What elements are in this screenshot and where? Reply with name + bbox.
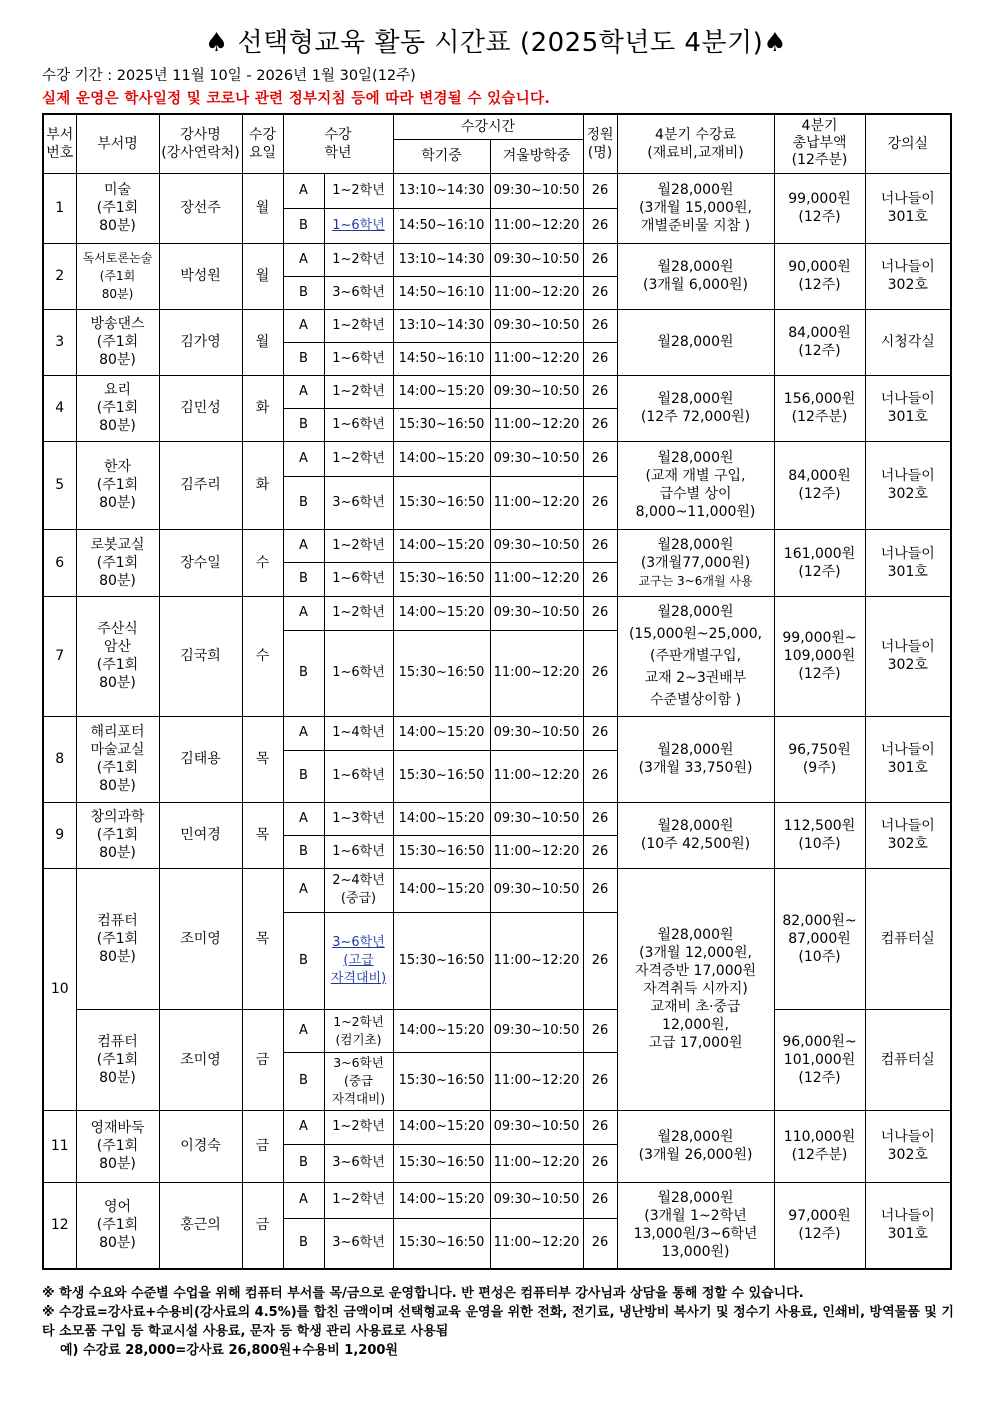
total-payment: 156,000원 (12주분) — [774, 375, 865, 441]
winter-time: 11:00~12:20 — [490, 276, 583, 309]
grade-range: 1~2학년 — [324, 173, 393, 208]
capacity: 26 — [583, 1144, 617, 1182]
table-row — [43, 309, 951, 342]
section-label: A — [283, 1182, 324, 1218]
dept-number: 11 — [43, 1110, 76, 1182]
semester-time: 14:50~16:10 — [393, 276, 490, 309]
semester-time: 14:00~15:20 — [393, 441, 490, 476]
dept-number: 3 — [43, 309, 76, 375]
total-payment: 96,750원 (9주) — [774, 716, 865, 802]
grade-range: 1~6학년 — [324, 208, 393, 243]
capacity: 26 — [583, 596, 617, 630]
semester-time: 14:00~15:20 — [393, 1009, 490, 1052]
semester-time: 15:30~16:50 — [393, 476, 490, 529]
dept-number: 2 — [43, 243, 76, 309]
dept-name: 영어 (주1회 80분) — [76, 1182, 159, 1269]
footnote-example: 예) 수강료 28,000=강사료 26,800원+수용비 1,200원 — [60, 1343, 398, 1358]
header-day: 수강 요일 — [242, 114, 283, 173]
class-day: 금 — [242, 1009, 283, 1110]
semester-time: 13:10~14:30 — [393, 309, 490, 342]
section-label: A — [283, 375, 324, 408]
dept-number: 10 — [43, 868, 76, 1110]
instructor-name: 홍근의 — [159, 1182, 242, 1269]
winter-time: 11:00~12:20 — [490, 1218, 583, 1269]
instructor-name: 박성원 — [159, 243, 242, 309]
dept-number: 12 — [43, 1182, 76, 1269]
section-label: A — [283, 309, 324, 342]
capacity: 26 — [583, 529, 617, 562]
grade-range: 1~2학년 — [324, 596, 393, 630]
winter-time: 11:00~12:20 — [490, 208, 583, 243]
winter-time: 11:00~12:20 — [490, 342, 583, 375]
capacity: 26 — [583, 441, 617, 476]
semester-time: 14:00~15:20 — [393, 529, 490, 562]
table-row — [43, 441, 951, 476]
quarter-fee — [617, 173, 774, 243]
quarter-fee-text: 월28,000원 (3개월 26,000원) — [638, 1129, 753, 1163]
table-row — [43, 802, 951, 835]
winter-time: 11:00~12:20 — [490, 912, 583, 1009]
dept-number: 8 — [43, 716, 76, 802]
classroom: 너나들이 302호 — [865, 441, 951, 529]
instructor-name: 조미영 — [159, 868, 242, 1009]
grade-range: 1~4학년 — [324, 716, 393, 750]
dept-number: 9 — [43, 802, 76, 868]
quarter-fee-text: 월28,000원 (3개월 33,750원) — [638, 742, 753, 776]
semester-time: 14:00~15:20 — [393, 802, 490, 835]
instructor-name: 장선주 — [159, 173, 242, 243]
quarter-fee — [617, 375, 774, 441]
winter-time: 09:30~10:50 — [490, 529, 583, 562]
quarter-fee — [617, 441, 774, 529]
grade-range: 1~2학년 — [324, 375, 393, 408]
quarter-fee — [617, 1110, 774, 1182]
header-winter: 겨울방학중 — [490, 139, 583, 173]
classroom: 컴퓨터실 — [865, 868, 951, 1009]
capacity: 26 — [583, 750, 617, 802]
semester-time: 13:10~14:30 — [393, 243, 490, 276]
grade-range: 3~6학년 (고급 자격대비) — [324, 912, 393, 1009]
instructor-name: 김태용 — [159, 716, 242, 802]
dept-number: 1 — [43, 173, 76, 243]
semester-time: 15:30~16:50 — [393, 408, 490, 441]
classroom: 너나들이 301호 — [865, 716, 951, 802]
class-day: 월 — [242, 173, 283, 243]
table-row — [43, 1182, 951, 1218]
grade-range: 3~6학년 — [324, 1144, 393, 1182]
quarter-fee-text: 월28,000원 (3개월 15,000원, 개별준비물 지참 ) — [639, 182, 752, 234]
class-day: 화 — [242, 441, 283, 529]
grade-range: 1~2학년 — [324, 441, 393, 476]
section-label: B — [283, 750, 324, 802]
section-label: A — [283, 441, 324, 476]
semester-time: 13:10~14:30 — [393, 173, 490, 208]
section-label: A — [283, 802, 324, 835]
classroom: 너나들이 301호 — [865, 1182, 951, 1269]
capacity: 26 — [583, 276, 617, 309]
classroom: 컴퓨터실 — [865, 1009, 951, 1110]
semester-time: 14:50~16:10 — [393, 208, 490, 243]
section-label: A — [283, 1009, 324, 1052]
grade-range: 3~6학년 — [324, 276, 393, 309]
grade-range: 1~2학년 (컴기초) — [324, 1009, 393, 1052]
instructor-name: 김주리 — [159, 441, 242, 529]
grade-range: 1~2학년 — [324, 243, 393, 276]
section-label: B — [283, 1144, 324, 1182]
table-row — [43, 596, 951, 630]
semester-time: 14:00~15:20 — [393, 1182, 490, 1218]
capacity: 26 — [583, 716, 617, 750]
table-row — [43, 1110, 951, 1144]
table-row — [43, 173, 951, 208]
dept-name: 방송댄스 (주1회 80분) — [76, 309, 159, 375]
winter-time: 11:00~12:20 — [490, 1052, 583, 1110]
dept-name: 해리포터 마술교실 (주1회 80분) — [76, 716, 159, 802]
capacity: 26 — [583, 243, 617, 276]
dept-number: 5 — [43, 441, 76, 529]
grade-range: 2~4학년 (중급) — [324, 868, 393, 912]
quarter-fee-text: 월28,000원 — [657, 334, 734, 350]
winter-time: 09:30~10:50 — [490, 716, 583, 750]
instructor-name: 민여경 — [159, 802, 242, 868]
quarter-fee — [617, 309, 774, 375]
section-label: A — [283, 173, 324, 208]
header-room: 강의실 — [865, 114, 951, 173]
winter-time: 09:30~10:50 — [490, 1009, 583, 1052]
quarter-fee — [617, 529, 774, 596]
instructor-name: 장수일 — [159, 529, 242, 596]
winter-time: 09:30~10:50 — [490, 868, 583, 912]
grade-range: 1~2학년 — [324, 529, 393, 562]
classroom: 너나들이 302호 — [865, 243, 951, 309]
capacity: 26 — [583, 1182, 617, 1218]
dept-name: 요리 (주1회 80분) — [76, 375, 159, 441]
total-payment: 96,000원~ 101,000원 (12주) — [774, 1009, 865, 1110]
quarter-fee-text: 월28,000원 (10주 42,500원) — [640, 818, 751, 852]
classroom: 너나들이 302호 — [865, 802, 951, 868]
quarter-fee — [617, 1182, 774, 1269]
dept-name: 독서토론논술 (주1회 80분) — [76, 243, 159, 309]
dept-name: 로봇교실 (주1회 80분) — [76, 529, 159, 596]
quarter-fee-text: 월28,000원 (3개월 1~2학년 13,000원/3~6학년 13,000원) — [633, 1190, 758, 1261]
dept-name: 미술 (주1회 80분) — [76, 173, 159, 243]
header-fee: 4분기 수강료 (재료비,교재비) — [617, 114, 774, 173]
header-total: 4분기 총납부액 (12주분) — [774, 114, 865, 173]
winter-time: 09:30~10:50 — [490, 375, 583, 408]
table-row — [43, 868, 951, 912]
semester-time: 15:30~16:50 — [393, 1144, 490, 1182]
capacity: 26 — [583, 630, 617, 716]
classroom: 너나들이 302호 — [865, 1110, 951, 1182]
grade-range: 1~2학년 — [324, 1110, 393, 1144]
total-payment: 84,000원 (12주) — [774, 309, 865, 375]
quarter-fee-text: 월28,000원 (3개월77,000원) — [640, 536, 751, 571]
capacity: 26 — [583, 375, 617, 408]
capacity: 26 — [583, 1009, 617, 1052]
grade-range: 1~2학년 — [324, 309, 393, 342]
total-payment: 84,000원 (12주) — [774, 441, 865, 529]
class-day: 월 — [242, 243, 283, 309]
winter-time: 11:00~12:20 — [490, 1144, 583, 1182]
dept-name: 한자 (주1회 80분) — [76, 441, 159, 529]
header-time: 수강시간 — [393, 114, 583, 139]
total-payment: 90,000원 (12주) — [774, 243, 865, 309]
semester-time: 14:00~15:20 — [393, 868, 490, 912]
winter-time: 09:30~10:50 — [490, 802, 583, 835]
semester-time: 14:00~15:20 — [393, 1110, 490, 1144]
winter-time: 11:00~12:20 — [490, 562, 583, 596]
classroom: 시청각실 — [865, 309, 951, 375]
header-semester: 학기중 — [393, 139, 490, 173]
page-title: ♠ 선택형교육 활동 시간표 (2025학년도 4분기)♠ — [204, 28, 788, 58]
quarter-fee-text: 월28,000원 (12주 72,000원) — [640, 391, 751, 425]
dept-name: 컴퓨터 (주1회 80분) — [76, 868, 159, 1009]
table-row — [43, 243, 951, 276]
capacity: 26 — [583, 208, 617, 243]
quarter-fee — [617, 596, 774, 716]
header-grade: 수강 학년 — [283, 114, 393, 173]
winter-time: 09:30~10:50 — [490, 309, 583, 342]
instructor-name: 조미영 — [159, 1009, 242, 1110]
instructor-name: 김민성 — [159, 375, 242, 441]
header-dept-no: 부서 번호 — [43, 114, 76, 173]
winter-time: 11:00~12:20 — [490, 476, 583, 529]
class-day: 화 — [242, 375, 283, 441]
grade-range: 1~6학년 — [324, 630, 393, 716]
footnote-2: ※ 수강료=강사료+수용비(강사료의 4.5%)를 합친 금액이며 선택형교육 운영을 위한 전화, 전기료, 냉난방비 복사기 및 정수기 사용료, 인쇄비, 방역물품 및 기타 소모품 구입 등 학교시설 사용료, 문자 등 학생 관리 사용료로 사용됨 — [42, 1305, 954, 1339]
capacity: 26 — [583, 1052, 617, 1110]
grade-range: 1~2학년 — [324, 1182, 393, 1218]
course-period: 수강 기간 : 2025년 11월 10일 - 2026년 1월 30일(12주) — [42, 68, 416, 84]
header-dept-name: 부서명 — [76, 114, 159, 173]
semester-time: 15:30~16:50 — [393, 1052, 490, 1110]
dept-name: 주산식 암산 (주1회 80분) — [76, 596, 159, 716]
classroom: 너나들이 302호 — [865, 596, 951, 716]
class-day: 목 — [242, 868, 283, 1009]
grade-range: 3~6학년 — [324, 1218, 393, 1269]
winter-time: 09:30~10:50 — [490, 596, 583, 630]
section-label: A — [283, 596, 324, 630]
section-label: A — [283, 243, 324, 276]
class-day: 월 — [242, 309, 283, 375]
capacity: 26 — [583, 476, 617, 529]
quarter-fee-note: 교구는 3~6개월 사용 — [638, 573, 753, 588]
grade-range: 1~6학년 — [324, 342, 393, 375]
class-day: 금 — [242, 1110, 283, 1182]
capacity: 26 — [583, 912, 617, 1009]
winter-time: 09:30~10:50 — [490, 243, 583, 276]
capacity: 26 — [583, 562, 617, 596]
total-payment: 161,000원 (12주) — [774, 529, 865, 596]
section-label: A — [283, 716, 324, 750]
semester-time: 14:50~16:10 — [393, 342, 490, 375]
section-label: B — [283, 408, 324, 441]
winter-time: 11:00~12:20 — [490, 630, 583, 716]
total-payment: 99,000원~ 109,000원 (12주) — [774, 596, 865, 716]
table-row — [43, 375, 951, 408]
semester-time: 14:00~15:20 — [393, 716, 490, 750]
total-payment: 97,000원 (12주) — [774, 1182, 865, 1269]
semester-time: 15:30~16:50 — [393, 750, 490, 802]
quarter-fee-text: 월28,000원 (교재 개별 구입, 급수별 상이 8,000~11,000원) — [635, 450, 756, 520]
winter-time: 09:30~10:50 — [490, 441, 583, 476]
winter-time: 11:00~12:20 — [490, 835, 583, 868]
capacity: 26 — [583, 309, 617, 342]
classroom: 너나들이 301호 — [865, 375, 951, 441]
section-label: B — [283, 562, 324, 596]
change-notice: 실제 운영은 학사일정 및 코로나 관련 정부지침 등에 따라 변경될 수 있습니다. — [42, 91, 551, 107]
semester-time: 15:30~16:50 — [393, 1218, 490, 1269]
grade-range: 1~6학년 — [324, 835, 393, 868]
section-label: A — [283, 1110, 324, 1144]
total-payment: 112,500원 (10주) — [774, 802, 865, 868]
winter-time: 09:30~10:50 — [490, 1182, 583, 1218]
grade-range: 1~6학년 — [324, 750, 393, 802]
classroom: 너나들이 301호 — [865, 529, 951, 596]
section-label: B — [283, 342, 324, 375]
capacity: 26 — [583, 868, 617, 912]
section-label: B — [283, 835, 324, 868]
dept-number: 7 — [43, 596, 76, 716]
dept-name: 창의과학 (주1회 80분) — [76, 802, 159, 868]
semester-time: 15:30~16:50 — [393, 630, 490, 716]
section-label: B — [283, 1052, 324, 1110]
section-label: B — [283, 276, 324, 309]
dept-number: 4 — [43, 375, 76, 441]
class-day: 목 — [242, 716, 283, 802]
capacity: 26 — [583, 1110, 617, 1144]
footnote-1: ※ 학생 수요와 수준별 수업을 위해 컴퓨터 부서를 목/금으로 운영합니다. 반 편성은 컴퓨터부 강사님과 상담을 통해 정할 수 있습니다. — [42, 1286, 804, 1301]
capacity: 26 — [583, 1218, 617, 1269]
class-day: 목 — [242, 802, 283, 868]
quarter-fee-text: 월28,000원 (3개월 6,000원) — [643, 259, 748, 293]
quarter-fee — [617, 716, 774, 802]
winter-time: 11:00~12:20 — [490, 408, 583, 441]
section-label: B — [283, 630, 324, 716]
table-row — [43, 716, 951, 750]
total-payment: 99,000원 (12주) — [774, 173, 865, 243]
section-label: B — [283, 1218, 324, 1269]
quarter-fee: 월28,000원 (3개월 12,000원, 자격증반 17,000원 자격취득 시까지) 교재비 초·중급 12,000원, 고급 17,000원 — [617, 868, 774, 1110]
quarter-fee — [617, 802, 774, 868]
quarter-fee — [617, 243, 774, 309]
class-day: 수 — [242, 529, 283, 596]
header-capacity: 정원 (명) — [583, 114, 617, 173]
winter-time: 09:30~10:50 — [490, 173, 583, 208]
instructor-name: 이경숙 — [159, 1110, 242, 1182]
capacity: 26 — [583, 342, 617, 375]
capacity: 26 — [583, 835, 617, 868]
instructor-name: 김가영 — [159, 309, 242, 375]
grade-range: 3~6학년 — [324, 476, 393, 529]
capacity: 26 — [583, 173, 617, 208]
table-row — [43, 529, 951, 562]
semester-time: 14:00~15:20 — [393, 596, 490, 630]
section-label: B — [283, 912, 324, 1009]
grade-range: 3~6학년 (중급 자격대비) — [324, 1052, 393, 1110]
winter-time: 09:30~10:50 — [490, 1110, 583, 1144]
grade-range: 1~3학년 — [324, 802, 393, 835]
quarter-fee-text: 월28,000원 (15,000원~25,000, (주판개별구입, 교재 2~3권배부 수준별상이함 ) — [628, 604, 763, 708]
class-day: 금 — [242, 1182, 283, 1269]
semester-time: 15:30~16:50 — [393, 912, 490, 1009]
total-payment: 82,000원~ 87,000원 (10주) — [774, 868, 865, 1009]
capacity: 26 — [583, 408, 617, 441]
grade-range: 1~6학년 — [324, 562, 393, 596]
semester-time: 14:00~15:20 — [393, 375, 490, 408]
class-day: 수 — [242, 596, 283, 716]
dept-name: 컴퓨터 (주1회 80분) — [76, 1009, 159, 1110]
winter-time: 11:00~12:20 — [490, 750, 583, 802]
table-row — [43, 1009, 951, 1052]
dept-number: 6 — [43, 529, 76, 596]
total-payment: 110,000원 (12주분) — [774, 1110, 865, 1182]
grade-range: 1~6학년 — [324, 408, 393, 441]
capacity: 26 — [583, 802, 617, 835]
semester-time: 15:30~16:50 — [393, 835, 490, 868]
schedule-table — [42, 113, 952, 1270]
dept-name: 영재바둑 (주1회 80분) — [76, 1110, 159, 1182]
section-label: B — [283, 208, 324, 243]
instructor-name: 김국희 — [159, 596, 242, 716]
classroom: 너나들이 301호 — [865, 173, 951, 243]
section-label: B — [283, 476, 324, 529]
semester-time: 15:30~16:50 — [393, 562, 490, 596]
section-label: A — [283, 529, 324, 562]
section-label: A — [283, 868, 324, 912]
header-instructor: 강사명 (강사연락처) — [159, 114, 242, 173]
